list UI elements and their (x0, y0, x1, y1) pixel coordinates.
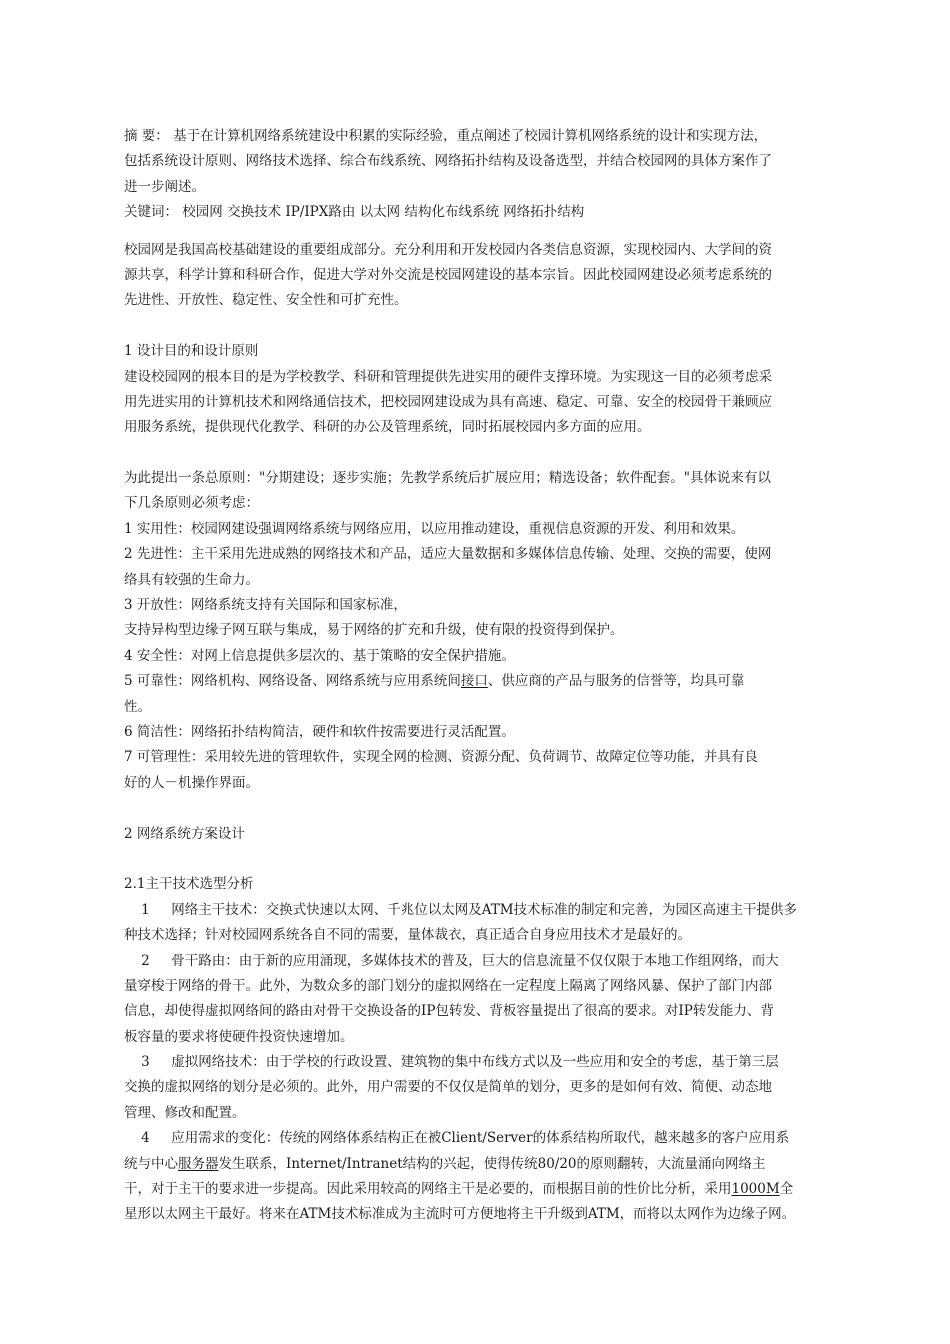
section-heading: 2 网络系统方案设计 (124, 825, 245, 842)
section-heading: 1 设计目的和设计原则 (124, 343, 259, 360)
item-line: 1 网络主干技术：交换式快速以太网、千兆位以太网及ATM技术标准的制定和完善，为园区高速主干提供多 (124, 901, 798, 918)
item-line: 管理、修改和配置。 (124, 1104, 246, 1121)
item-line: 3 虚拟网络技术：由于学校的行政设置、建筑物的集中布线方式以及一些应用和安全的考虑，基于第三层 (124, 1054, 779, 1071)
item-line: 交换的虚拟网络的划分是必须的。此外，用户需要的不仅仅是简单的划分，更多的是如何有效、简便、动态地 (124, 1079, 772, 1096)
principle-line: 3 开放性：网络系统支持有关国际和国家标准， (124, 597, 407, 614)
text-span: 统与中心 (124, 1155, 178, 1172)
intro-line: 源共享，科学计算和科研合作，促进大学对外交流是校园网建设的基本宗旨。因此校园网建设必须考虑系统的 (124, 266, 772, 283)
item-line (124, 1152, 824, 1177)
item-line (124, 1177, 824, 1202)
principle-line: 7 可管理性：采用较先进的管理软件，实现全网的检测、资源分配、负荷调节、故障定位等功能，并具有良 (124, 749, 758, 766)
text-span: 5 可靠性：网络机构、网络设备、网络系统与应用系统间 (124, 673, 461, 690)
principle-line: 6 简洁性：网络拓扑结构简洁，硬件和软件按需要进行灵活配置。 (124, 723, 515, 740)
item-line: 种技术选择；针对校园网系统各自不同的需要，量体裁衣，真正适合自身应用技术才是最好的。 (124, 927, 691, 944)
server-link[interactable]: 服务器 (178, 1155, 219, 1172)
principle-line: 为此提出一条总原则："分期建设；逐步实施；先教学系统后扩展应用；精选设备；软件配套。"具体说来有以 (124, 470, 771, 487)
item-line: 量穿梭于网络的骨干。此外，为数众多的部门划分的虚拟网络在一定程度上隔离了网络风暴、保护了部门内部 (124, 977, 772, 994)
text-span: 发生联系，Internet/Intranet结构的兴起，使得传统80/20的原则翻转，大流量涌向网络主 (218, 1155, 766, 1172)
abstract-line: 包括系统设计原则、网络技术选择、综合布线系统、网络拓扑结构及设备选型，并结合校园网的具体方案作了 (124, 153, 772, 170)
text-span: 、供应商的产品与服务的信誉等，均具可靠 (487, 673, 745, 690)
principle-line: 2 先进性：主干采用先进成熟的网络技术和产品，适应大量数据和多媒体信息传输、处理、交换的需要，使网 (124, 546, 772, 563)
item-line: 星形以太网主干最好。将来在ATM技术标准成为主流时可方便地将主干升级到ATM，而将以太网作为边缘子网。 (124, 1206, 796, 1223)
principle-line: 支持异构型边缘子网互联与集成，易于网络的扩充和升级，使有限的投资得到保护。 (124, 622, 624, 639)
abstract-line: 进一步阐述。 (124, 178, 205, 195)
paragraph-line: 建设校园网的根本目的是为学校教学、科研和管理提供先进实用的硬件支撑环境。为实现这一目的必须考虑采 (124, 368, 772, 385)
paragraph-line: 用先进实用的计算机技术和网络通信技术，把校园网建设成为具有高速、稳定、可靠、安全的校园骨干兼顾应 (124, 393, 772, 410)
interface-link[interactable]: 接口 (460, 673, 488, 690)
document-page (124, 124, 824, 1228)
text-span: 干，对于主干的要求进一步提高。因此采用较高的网络主干是必要的，而根据目前的性价比分析，采用 (124, 1181, 732, 1198)
paragraph-line: 用服务系统，提供现代化教学、科研的办公及管理系统，同时拓展校园内多方面的应用。 (124, 419, 651, 436)
principle-line: 4 安全性：对网上信息提供多层次的、基于策略的安全保护措施。 (124, 647, 515, 664)
item-line: 板容量的要求将使硬件投资快速增加。 (124, 1028, 354, 1045)
subsection-heading: 2.1主干技术选型分析 (124, 876, 254, 893)
item-line: 4 应用需求的变化：传统的网络体系结构正在被Client/Server的体系结构所取代，越来越多的客户应用系 (124, 1130, 790, 1147)
item-line: 信息，却使得虚拟网络间的路由对骨干交换设备的IP包转发、背板容量提出了很高的要求。对IP转发能力、背 (124, 1003, 774, 1020)
intro-line: 校园网是我国高校基础建设的重要组成部分。充分利用和开发校园内各类信息资源，实现校园内、大学间的资 (124, 241, 772, 258)
keywords-line: 关键词： 校园网 交换技术 IP/IPX路由 以太网 结构化布线系统 网络拓扑结构 (124, 204, 585, 221)
principle-line: 好的人－机操作界面。 (124, 774, 259, 791)
principle-line: 下几条原则必须考虑： (124, 495, 259, 512)
abstract-line: 摘 要： 基于在计算机网络系统建设中积累的实际经验，重点阐述了校园计算机网络系统的设计和实现方法， (124, 128, 768, 144)
intro-line: 先进性、开放性、稳定性、安全性和可扩充性。 (124, 292, 408, 309)
1000m-link[interactable]: 1000M (731, 1181, 780, 1198)
item-line: 2 骨干路由：由于新的应用涌现，多媒体技术的普及，巨大的信息流量不仅仅限于本地工作组网络，而大 (124, 952, 779, 969)
principle-line: 络具有较强的生命力。 (124, 571, 259, 588)
principle-line: 性。 (124, 698, 151, 715)
principle-line (124, 669, 824, 694)
text-span: 全 (779, 1181, 794, 1198)
principle-line: 1 实用性：校园网建设强调网络系统与网络应用，以应用推动建设，重视信息资源的开发、利用和效果。 (124, 520, 745, 537)
